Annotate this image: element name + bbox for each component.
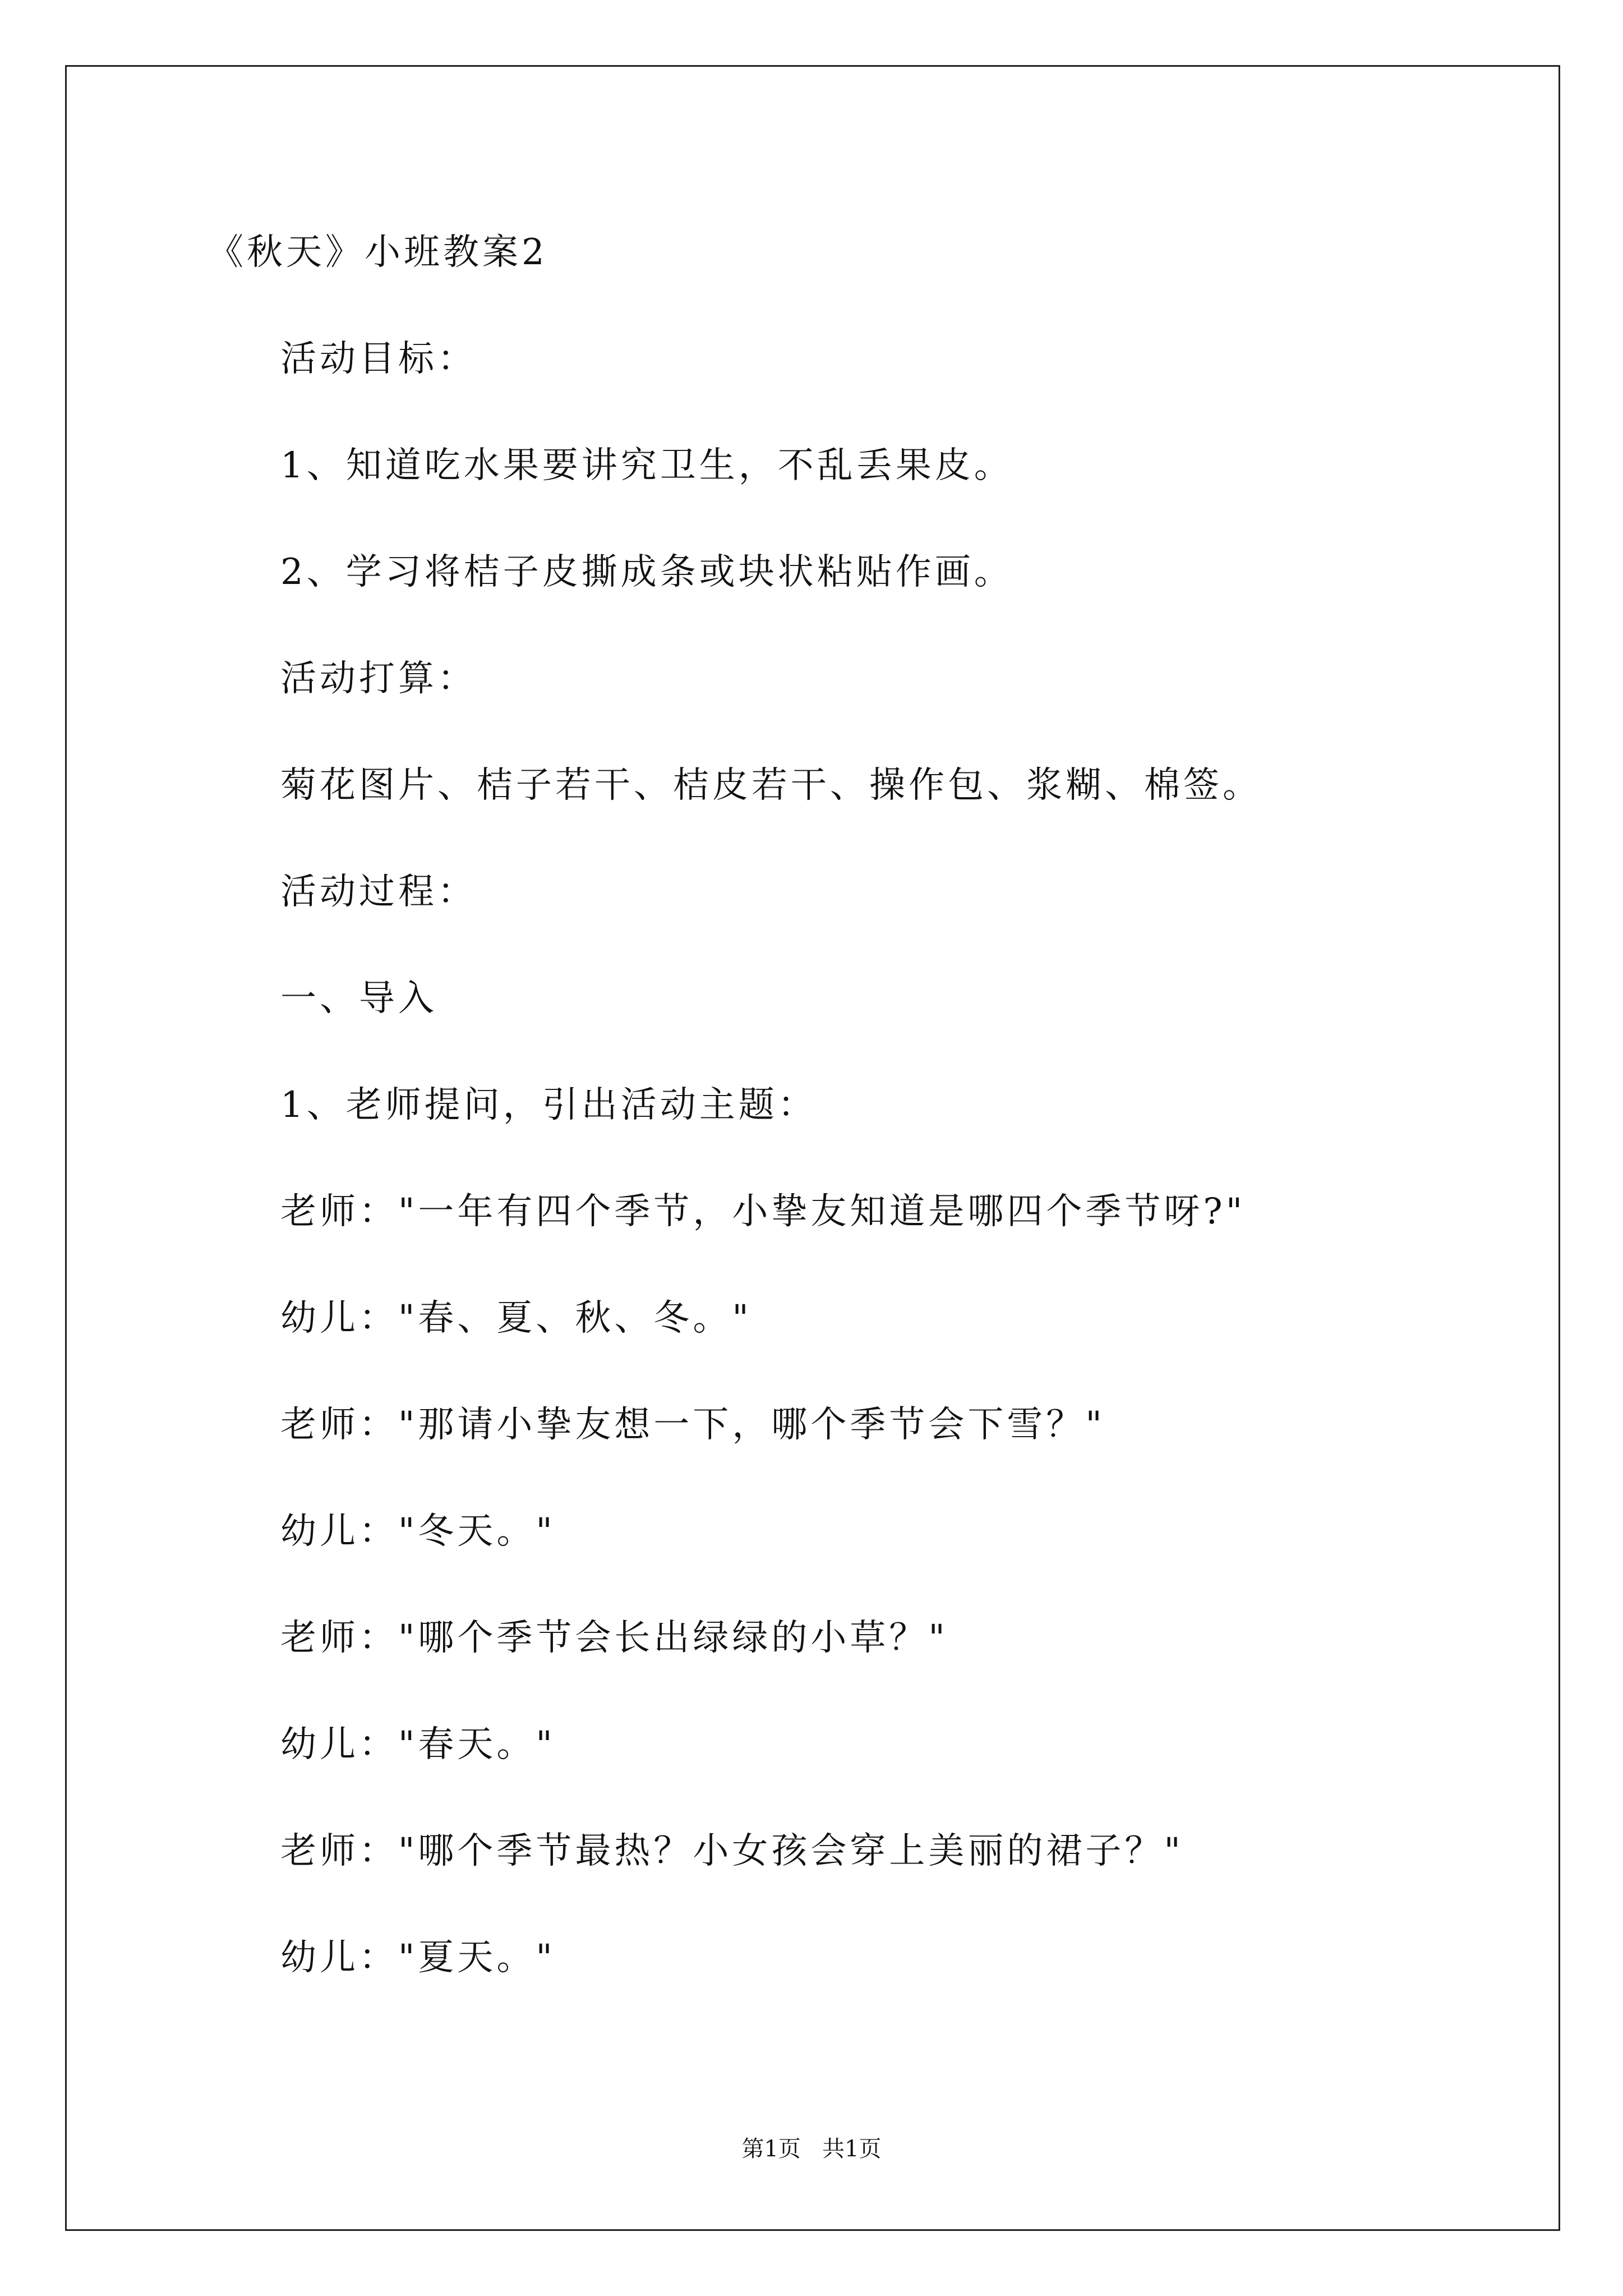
goal-item-1: 1、知道吃水果要讲究卫生，不乱丢果皮。 — [280, 445, 1013, 486]
dialogue-line: 幼儿："春天。" — [280, 1724, 556, 1765]
dialogue-line: 幼儿："冬天。" — [280, 1511, 556, 1552]
dialogue-line: 幼儿："夏天。" — [280, 1937, 556, 1978]
dialogue-line: 幼儿："春、夏、秋、冬。" — [280, 1297, 752, 1339]
dialogue-line: 老师："哪个季节最热？小女孩会穿上美丽的裙子？" — [280, 1830, 1184, 1872]
dialogue-line: 老师："那请小挚友想一下，哪个季节会下雪？" — [280, 1404, 1105, 1446]
step-1: 1、老师提问，引出活动主题： — [280, 1084, 817, 1126]
page-footer: 第1页 共1页 — [741, 2136, 882, 2162]
subsection-intro: 一、导入 — [280, 978, 437, 1019]
section-heading-preparation: 活动打算： — [280, 658, 477, 700]
section-heading-goals: 活动目标： — [280, 338, 477, 380]
page-frame — [65, 65, 1560, 2231]
goal-item-2: 2、学习将桔子皮撕成条或块状粘贴作画。 — [280, 551, 1013, 593]
dialogue-line: 老师："哪个季节会长出绿绿的小草？" — [280, 1617, 948, 1659]
section-heading-process: 活动过程： — [280, 871, 477, 913]
document-title: 《秋天》小班教案2 — [208, 232, 548, 273]
dialogue-line: 老师："一年有四个季节，小挚友知道是哪四个季节呀?" — [280, 1191, 1246, 1232]
materials-list: 菊花图片、桔子若干、桔皮若干、操作包、浆糊、棉签。 — [280, 765, 1262, 806]
